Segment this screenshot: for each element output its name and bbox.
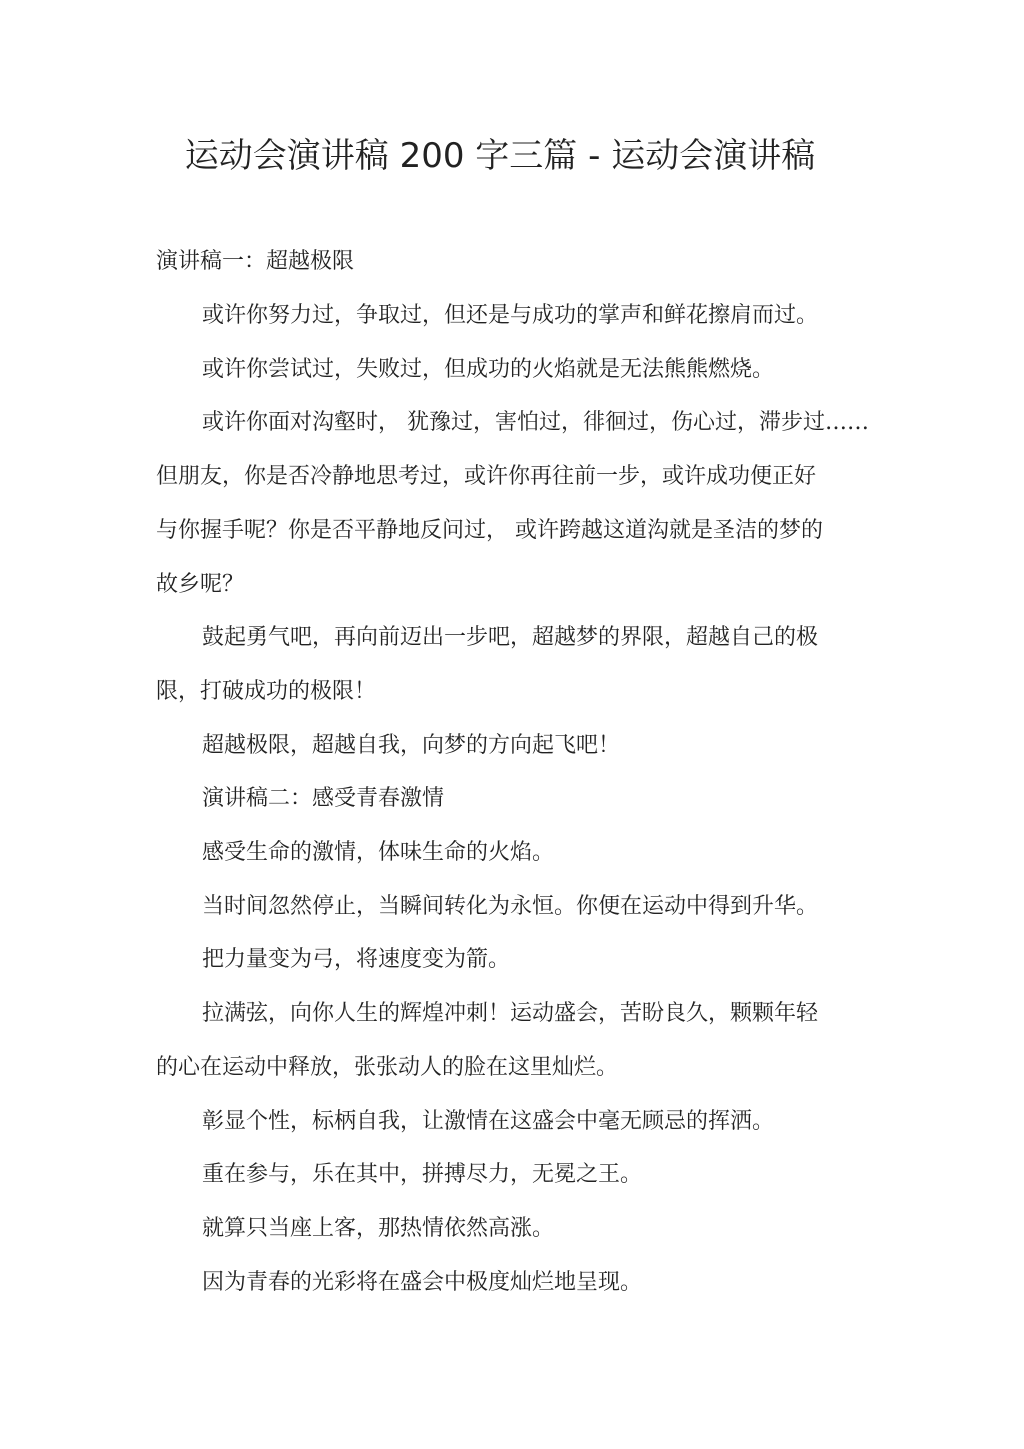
paragraph-line: 拉满弦，向你人生的辉煌冲刺！运动盛会，苦盼良久，颗颗年轻	[202, 1001, 819, 1026]
paragraph-line: 的心在运动中释放，张张动人的脸在这里灿烂。	[156, 1055, 619, 1080]
paragraph-line: 或许你尝试过，失败过，但成功的火焰就是无法熊熊燃烧。	[202, 357, 775, 382]
paragraph-line: 与你握手呢？你是否平静地反问过， 或许跨越这道沟就是圣洁的梦的	[156, 518, 823, 543]
paragraph-line: 超越极限，超越自我，向梦的方向起飞吧！	[202, 733, 621, 758]
paragraph-line: 或许你努力过，争取过，但还是与成功的掌声和鲜花擦肩而过。	[202, 303, 819, 328]
paragraph-line: 或许你面对沟壑时， 犹豫过，害怕过，徘徊过，伤心过，滞步过……	[202, 410, 869, 435]
paragraph-line: 限，打破成功的极限！	[156, 679, 377, 704]
paragraph-line: 重在参与，乐在其中，拼搏尽力，无冕之王。	[202, 1162, 643, 1187]
section-heading-2: 演讲稿二：感受青春激情	[202, 786, 445, 811]
paragraph-line: 彰显个性，标柄自我，让激情在这盛会中毫无顾忌的挥洒。	[202, 1109, 775, 1134]
paragraph-line: 把力量变为弓，将速度变为箭。	[202, 947, 511, 972]
paragraph-line: 因为青春的光彩将在盛会中极度灿烂地呈现。	[202, 1270, 643, 1295]
section-heading-1: 演讲稿一：超越极限	[156, 249, 355, 274]
paragraph-line: 但朋友，你是否冷静地思考过，或许你再往前一步，或许成功便正好	[156, 464, 817, 489]
paragraph-line: 当时间忽然停止，当瞬间转化为永恒。你便在运动中得到升华。	[202, 894, 819, 919]
paragraph-line: 故乡呢？	[156, 572, 245, 597]
paragraph-line: 就算只当座上客，那热情依然高涨。	[202, 1216, 555, 1241]
page-title: 运动会演讲稿 200 字三篇 - 运动会演讲稿	[184, 136, 816, 176]
paragraph-line: 感受生命的激情，体味生命的火焰。	[202, 840, 555, 865]
paragraph-line: 鼓起勇气吧，再向前迈出一步吧，超越梦的界限，超越自己的极	[202, 625, 819, 650]
